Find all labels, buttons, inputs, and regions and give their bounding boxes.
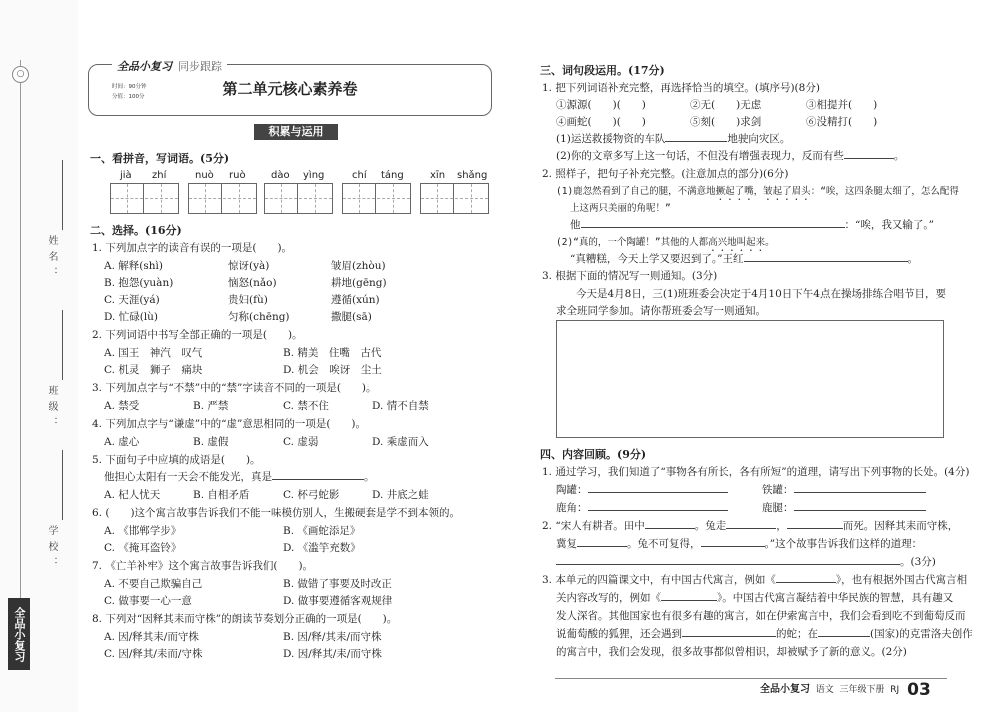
q4-3-c: 关内容改写的，例如《 [556, 592, 661, 604]
q2-5-d: D. 井底之蛙 [372, 489, 429, 501]
q2-5-sentence: 他担心太阳有一天会不能发光，真是 [104, 471, 272, 483]
q2-5: 5. 下面句子中应填的成语是( )。 [92, 454, 261, 466]
footer-grade: 三年级下册 [839, 685, 885, 695]
class-label: 班级： [46, 385, 57, 433]
pinyin-4b: táng [381, 170, 404, 181]
q4-3-line2 [556, 590, 953, 605]
binding-line [20, 60, 21, 620]
q4-1-pot [556, 482, 728, 497]
ans2-b: 。 [907, 253, 918, 265]
q2-3-b: B. 严禁 [193, 400, 229, 412]
q2-5-text: 他担心太阳有一天会不能发光，真是 。 [104, 471, 375, 483]
q4-3-g: 的蛇；在 [776, 628, 818, 640]
answer-blank[interactable] [844, 148, 894, 159]
pinyin-3a: dào [271, 170, 290, 181]
pinyin-1a: jià [120, 170, 132, 181]
q2-1-d1: D. 忙碌(lù) [104, 311, 159, 323]
q4-3-line1 [542, 572, 967, 587]
item-label: 铁罐： [762, 484, 794, 496]
q3-1: 1. 把下列词语补充完整，再选择恰当的填空。(填序号)(8分) [542, 82, 820, 94]
answer-blank[interactable] [588, 500, 728, 511]
q3-1-w4: ④画蛇( )( ) [556, 116, 646, 128]
q2-2-b: B. 精美 住嘴 古代 [283, 347, 382, 359]
writing-grid[interactable] [420, 183, 489, 214]
ex1-c: ：“唉，这四条腿太细了，怎么配得 [810, 186, 959, 197]
ex2-emphasis: 高兴地叫起来 [708, 237, 766, 248]
q3-1-fill1 [556, 131, 790, 146]
q2-1: 1. 下列加点字的读音有误的一项是( )。 [92, 242, 293, 254]
q2-3: 3. 下列加点字与“不禁”中的“禁”字读音不同的一项是( )。 [92, 382, 377, 394]
q2-4-a: A. 虚心 [104, 436, 140, 448]
q2-8-a: A. 因/释其耒/而守株 [104, 631, 199, 643]
name-line [62, 160, 63, 230]
answer-blank[interactable] [661, 590, 717, 601]
pinyin-5b: shǎng [457, 170, 488, 181]
q3-2-ex1-cont: 上这两只美丽的角呢！” [570, 203, 671, 214]
answer-blank[interactable] [645, 518, 695, 529]
answer-blank[interactable] [665, 131, 727, 142]
section-2-heading: 二、选择。(16分) [90, 224, 182, 237]
q2-1-a2: 惊讶(yà) [228, 260, 270, 272]
notice-writing-box[interactable] [556, 320, 944, 438]
q4-1: 1. 通过学习，我们知道了“事物各有所长，各有所短”的道理，请写出下列事物的长处。(4分) [542, 466, 970, 478]
pinyin-5a: xīn [430, 170, 446, 181]
footer-rule [555, 678, 947, 679]
writing-grid[interactable] [264, 183, 333, 214]
q3-3-text2: 求全班同学参加。请你帮班委会写一则通知。 [556, 305, 766, 317]
section-banner: 积累与运用 [254, 124, 338, 140]
q2-8-b: B. 因/释/其耒/而守株 [283, 631, 382, 643]
q2-3-c: C. 禁不住 [283, 400, 329, 412]
footer-brand: 全品小复习 [760, 684, 810, 695]
q2-2: 2. 下列词语中书写全部正确的一项是( )。 [92, 329, 303, 341]
q2-8-c: C. 因/释其/耒而/守株 [104, 648, 203, 660]
q2-7-b: B. 做错了事要及时改正 [283, 578, 392, 590]
q2-1-d2: 匀称(chēng) [228, 311, 290, 323]
q3-1-w3: ③相提并( ) [806, 99, 878, 111]
ans2-a: “真糟糕，今天上学又要迟到了。”王红 [570, 253, 744, 265]
fill1-text-b: 地驶向灾区。 [727, 133, 791, 145]
answer-blank[interactable] [577, 536, 627, 547]
q4-3-b: 》，也有根据外国古代寓言相 [835, 574, 968, 586]
q4-2-g: 。”这个故事告诉我们这样的道理： [764, 538, 923, 550]
q4-2-f: 。兔不可复得， [627, 538, 701, 550]
q2-1-b1: B. 抱怨(yuàn) [104, 277, 174, 289]
q2-3-a: A. 禁受 [104, 400, 140, 412]
q2-1-b3: 耕地(gēng) [331, 277, 387, 289]
q4-3-line3: 发人深省。其他国家也有很多有趣的寓言，如在伊索寓言中，我们会看到吃不到葡萄反而 [556, 610, 966, 622]
answer-blank[interactable] [726, 518, 776, 529]
q3-3-text1: 今天是4月8日，三(1)班班委会决定于4月10日下午4点在操场排练合唱节目，要 [576, 288, 946, 300]
score-info: 分值：100分 [112, 94, 145, 100]
pinyin-1b: zhí [152, 170, 167, 181]
q2-5-b: B. 自相矛盾 [193, 489, 250, 501]
ans1-b: ：“唉，我又输了。” [844, 219, 934, 231]
school-label: 学校： [46, 525, 57, 573]
ex1-emphasis: 撅起了嘴，皱起了眉头 [715, 186, 811, 197]
q3-1-w1: ①源源( )( ) [556, 99, 646, 111]
fill2-text-a: (2)你的文章多写上这一句话，不但没有增强表现力，反而有些 [556, 150, 844, 162]
answer-blank[interactable] [744, 251, 908, 262]
school-line [62, 450, 63, 520]
q4-2-a: 2. “宋人有耕者。田中 [542, 520, 645, 532]
footer-subject: 语文 [815, 685, 834, 695]
item-label: 鹿腿： [762, 502, 794, 514]
pinyin-2b: ruò [229, 170, 246, 181]
q4-1-horn [556, 500, 728, 515]
q2-1-b2: 恼怒(nǎo) [228, 277, 277, 289]
section-3-heading: 三、词句段运用。(17分) [540, 64, 665, 77]
q2-1-a1: A. 解释(shì) [104, 260, 163, 272]
circle-logo-icon: ○ [12, 66, 29, 83]
brand-name: 全品小复习 [117, 60, 172, 73]
q2-6-c: C. 《掩耳盗铃》 [104, 542, 182, 554]
q4-2-c: ， [776, 520, 787, 532]
q2-7-a: A. 不要自己欺骗自己 [104, 578, 203, 590]
q4-2-e: 冀复 [556, 538, 577, 550]
footer-edition: RJ [890, 685, 900, 695]
q2-2-d: D. 机会 唉讶 尘土 [283, 364, 382, 376]
section-1-heading: 一、看拼音，写词语。(5分) [90, 152, 230, 165]
q2-1-c1: C. 天涯(yá) [104, 294, 160, 306]
answer-blank[interactable] [794, 500, 926, 511]
q3-1-w6: ⑥没精打( ) [806, 116, 878, 128]
ex1-a: (1)鹿忽然看到了自己的腿，不满意地 [556, 186, 716, 197]
page-number: 03 [907, 680, 931, 700]
answer-blank[interactable] [787, 518, 843, 529]
section-4-heading: 四、内容回顾。(9分) [540, 448, 647, 461]
q2-6: 6. ( )这个寓言故事告诉我们不能一味模仿别人，生搬硬套是学不到本领的。 [92, 507, 461, 519]
writing-grid[interactable] [110, 183, 179, 214]
pinyin-4a: chí [352, 170, 367, 181]
q4-1-leg [762, 500, 926, 515]
item-label: 陶罐： [556, 484, 588, 496]
answer-blank[interactable] [682, 626, 776, 637]
brand-tag [112, 58, 227, 74]
ex2-c: 。 [765, 237, 775, 248]
q4-3-line5: 的寓言中，我们会发现，很多故事都似曾相识，却被赋予了新的意义。(2分) [556, 646, 907, 658]
q4-2-h: 。(3分) [900, 556, 936, 568]
q3-2-ans1 [570, 217, 934, 232]
fill1-text-a: (1)运送救援物资的车队 [556, 133, 666, 145]
q2-8-d: D. 因/释其/耒/而守株 [283, 648, 382, 660]
q2-5-c: C. 杯弓蛇影 [283, 489, 340, 501]
q4-2-d: 而死。因释其耒而守株， [842, 520, 959, 532]
q2-1-c3: 遵循(xún) [331, 294, 380, 306]
q4-1-iron [762, 482, 926, 497]
q2-1-c2: 贵妇(fù) [228, 294, 268, 306]
paper-title: 第二单元核心素养卷 [222, 80, 358, 98]
q2-6-d: D. 《滥竽充数》 [283, 542, 361, 554]
answer-blank[interactable] [701, 536, 765, 547]
q3-2: 2. 照样子，把句子补充完整。(注意加点的部分)(6分) [542, 168, 789, 180]
answer-blank[interactable] [794, 482, 926, 493]
q2-2-c: C. 机灵 狮子 痛块 [104, 364, 203, 376]
writing-grid[interactable] [188, 183, 257, 214]
q2-7-c: C. 做事要一心一意 [104, 595, 192, 607]
brand-subtitle: 同步跟踪 [178, 60, 222, 73]
q4-3-line4 [556, 626, 973, 641]
answer-blank[interactable] [556, 554, 900, 565]
answer-blank[interactable] [581, 217, 845, 228]
q2-8: 8. 下列对“因释其耒而守株”的朗读节奏划分正确的一项是( )。 [92, 613, 398, 625]
q2-3-d: D. 情不自禁 [372, 400, 429, 412]
item-label: 鹿角： [556, 502, 588, 514]
ex2-a: (2)“真的，一个陶罐！”其他的人都 [556, 237, 709, 248]
q2-6-a: A. 《邯郸学步》 [104, 525, 182, 537]
q3-2-ans2 [570, 251, 918, 266]
name-label: 姓名： [46, 235, 57, 283]
q4-3-h: (国家)的克雷洛夫创作 [870, 628, 973, 640]
q2-1-a3: 皱眉(zhòu) [331, 260, 386, 272]
q3-1-w5: ⑤刻( )求剑 [690, 116, 762, 128]
q3-1-fill2 [556, 148, 904, 163]
strip-brand-logo: 全品小复习 [8, 598, 30, 670]
q2-2-a: A. 国王 神汽 叹气 [104, 347, 203, 359]
q2-7: 7. 《亡羊补牢》这个寓言故事告诉我们( )。 [92, 560, 314, 572]
q2-6-b: B. 《画蛇添足》 [283, 525, 361, 537]
q4-3-f: 说葡萄酸的狐狸，还会遇到 [556, 628, 682, 640]
answer-blank[interactable] [818, 626, 870, 637]
q4-3-d: 》。中国古代寓言凝结着中华民族的智慧，具有趣又 [717, 592, 954, 604]
pinyin-2a: nuò [195, 170, 214, 181]
time-info: 时间：90分钟 [112, 84, 147, 90]
footer [760, 680, 931, 700]
q2-5-a: A. 杞人忧天 [104, 489, 161, 501]
writing-grid[interactable] [342, 183, 411, 214]
q4-2-line1 [542, 518, 958, 533]
answer-blank[interactable] [272, 469, 364, 480]
q3-3: 3. 根据下面的情况写一则通知。(3分) [542, 270, 718, 282]
q2-7-d: D. 做事要遵循客观规律 [283, 595, 393, 607]
q4-2-b: 。兔走 [694, 520, 727, 532]
class-line [62, 310, 63, 380]
q2-4: 4. 下列加点字与“谦虚”中的“虚”意思相同的一项是( )。 [92, 418, 367, 430]
q4-2-line3 [556, 554, 936, 569]
q2-4-c: C. 虚弱 [283, 436, 319, 448]
pinyin-3b: yìng [303, 170, 325, 181]
q2-1-d3: 撒腿(sā) [331, 311, 372, 323]
q2-4-d: D. 乘虚而入 [372, 436, 429, 448]
q4-2-line2 [556, 536, 922, 551]
fill2-text-b: 。 [893, 150, 905, 162]
q2-4-b: B. 虚假 [193, 436, 229, 448]
answer-blank[interactable] [588, 482, 728, 493]
q3-1-w2: ②无( )无虑 [690, 99, 762, 111]
q4-3-a: 3. 本单元的四篇课文中，有中国古代寓言，例如《 [542, 574, 776, 586]
answer-blank[interactable] [776, 572, 836, 583]
ans1-a: 他 [570, 219, 581, 231]
